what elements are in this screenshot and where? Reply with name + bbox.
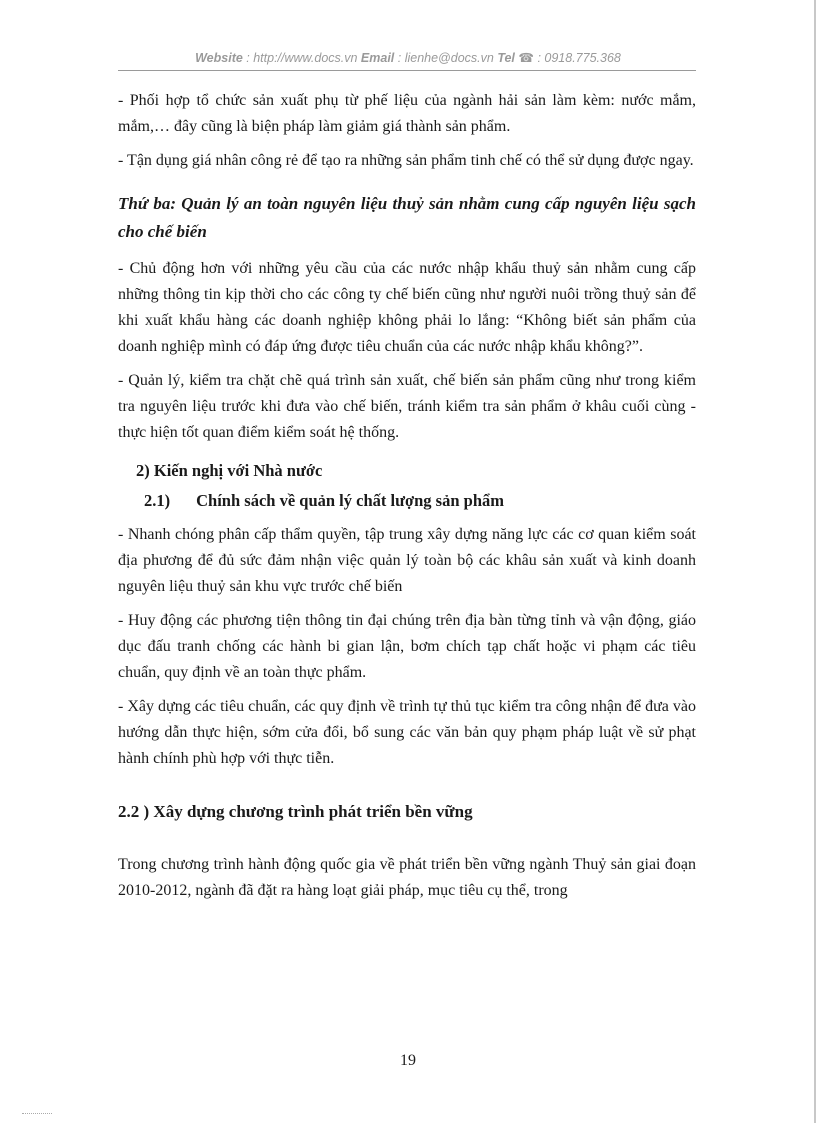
paragraph-byproduct: - Phối hợp tổ chức sản xuất phụ từ phế liệu của ngành hải sản làm kèm: nước mắm, mắm,… đây cũng là biện pháp làm giảm giá thành sản phẩm. bbox=[118, 92, 696, 135]
page-corner-mark bbox=[22, 1113, 52, 1116]
page-header bbox=[118, 50, 698, 65]
paragraph-inspection: - Quản lý, kiểm tra chặt chẽ quá trình sản xuất, chế biến sản phẩm cũng như trong kiểm tra nguyên liệu trước khi đưa vào chế biến, tránh kiểm tra sản phẩm ở khâu cuối cùng - thực hiện tốt quan điểm kiểm soát hệ thống. bbox=[118, 372, 696, 441]
section-2-heading: 2) Kiến nghị với Nhà nước bbox=[136, 461, 323, 480]
section-2-1-title: Chính sách về quản lý chất lượng sản phẩm bbox=[196, 491, 505, 510]
paragraph-proactive: - Chủ động hơn với những yêu cầu của các nước nhập khẩu thuỷ sản nhằm cung cấp những thông tin kịp thời cho các công ty chế biến cũng như người nuôi trồng thuỷ sản để khi xuất khẩu hàng các doanh nghiệp không phải lo lắng: “Không biết sản phẩm của doanh nghiệp mình có đáp ứng được tiêu chuẩn của các nước nhập khẩu không?”. bbox=[118, 260, 696, 355]
paragraph-standards: - Xây dựng các tiêu chuẩn, các quy định về trình tự thủ tục kiểm tra công nhận để đưa vào hướng dẫn thực hiện, sớm cửa đổi, bổ sung các văn bản quy phạm pháp luật về sử phạt hành chính phù hợp với thực tiễn. bbox=[118, 698, 696, 767]
paragraph-national-program: Trong chương trình hành động quốc gia về phát triển bền vững ngành Thuỷ sản giai đoạn 2010-2012, ngành đã đặt ra hàng loạt giải pháp, mục tiêu cụ thể, trong bbox=[118, 856, 696, 899]
section-2-2-heading: 2.2 ) Xây dựng chương trình phát triển bền vững bbox=[118, 802, 473, 821]
email-address[interactable]: : lienhe@docs.vn bbox=[394, 51, 498, 65]
section-2-1-heading bbox=[144, 486, 696, 516]
paragraph-media: - Huy động các phương tiện thông tin đại chúng trên địa bàn từng tỉnh và vận động, giáo dục đấu tranh chống các hành bi gian lận, bơm chích tạp chất hoặc vi phạm các tiêu chuẩn, quy định về an toàn thực phẩm. bbox=[118, 612, 696, 681]
header-divider bbox=[118, 70, 696, 71]
heading-third-measure: Thứ ba: Quản lý an toàn nguyên liệu thuỷ sản nhằm cung cấp nguyên liệu sạch cho chế biến bbox=[118, 194, 696, 241]
page-number: 19 bbox=[400, 1052, 416, 1069]
phone-number: : 0918.775.368 bbox=[533, 51, 621, 65]
paragraph-labor: - Tận dụng giá nhân công rẻ để tạo ra những sản phẩm tinh chế có thể sử dụng được ngay. bbox=[118, 152, 694, 169]
phone-icon: ☎ bbox=[518, 51, 534, 65]
tel-label: Tel bbox=[497, 51, 515, 65]
website-url[interactable]: : http://www.docs.vn bbox=[242, 51, 361, 65]
website-label: Website bbox=[195, 51, 243, 65]
page-content bbox=[118, 88, 696, 912]
section-2-1-number: 2.1) bbox=[144, 491, 171, 510]
email-label: Email bbox=[360, 51, 395, 65]
paragraph-decentralize: - Nhanh chóng phân cấp thẩm quyền, tập trung xây dựng năng lực các cơ quan kiểm soát địa phương để đủ sức đảm nhận việc quản lý toàn bộ các khâu sản xuất và kinh doanh nguyên liệu thuỷ sản khu vực trước chế biến bbox=[118, 526, 696, 595]
